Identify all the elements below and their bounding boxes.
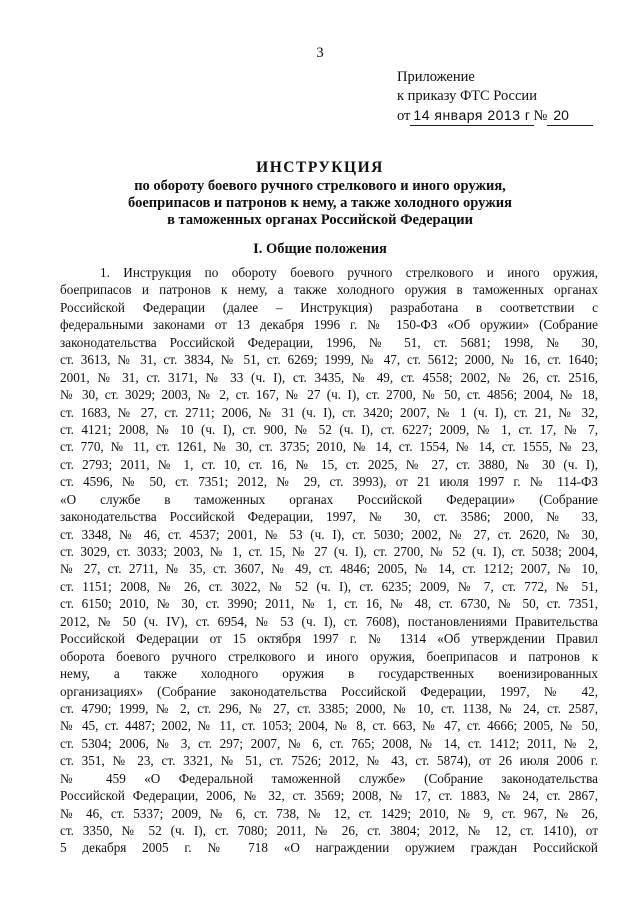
body-line: Российской Федерации, 2006, № 32, ст. 3569; 2008, № 17, ст. 1883, № 24, ст. 2867,: [60, 788, 598, 804]
body-line: ст. 770, № 11, ст. 1261, № 30, ст. 3735; 2010, № 14, ст. 1554, № 14, ст. 1555, № 23,: [60, 439, 598, 455]
body-line: ст. 4121; 2008, № 10 (ч. I), ст. 900, № 52 (ч. I), ст. 6227; 2009, № 1, ст. 17, № 7,: [60, 421, 598, 437]
approval-date-prefix: от: [397, 108, 411, 124]
body-line: № 45, ст. 4487; 2002, № 11, ст. 1053; 2004, № 8, ст. 663, № 47, ст. 4666; 2005, № 50,: [60, 718, 598, 734]
approval-appendix-label: Приложение: [397, 69, 475, 85]
body-line: № 46, ст. 5337; 2009, № 6, ст. 738, № 12, ст. 1429; 2010, № 9, ст. 967, № 26,: [60, 805, 598, 821]
body-paragraph: [60, 264, 598, 857]
body-line: законодательства Российской Федерации, 1997, № 30, ст. 3586; 2000, № 33,: [60, 509, 598, 525]
approval-block: [397, 68, 593, 126]
body-line: ст. 3029, ст. 3033; 2003, № 1, ст. 15, № 27 (ч. I), ст. 2700, № 52 (ч. I), ст. 5038; 2004,: [60, 544, 598, 559]
title-line: в таможенных органах Российской Федерации: [167, 212, 473, 228]
section-title: I. Общие положения: [253, 241, 387, 257]
body-line: организациях» (Собрание законодательства Российской Федерации, 1997, № 42,: [60, 683, 598, 699]
body-line: ст. 3348, № 46, ст. 4537; 2001, № 53 (ч. I), ст. 5030; 2002, № 27, ст. 2620, № 30,: [60, 526, 598, 542]
approval-order-label: к приказу ФТС России: [397, 88, 537, 104]
body-line: боеприпасов и патронов к нему, а также холодного оружия в таможенных органах: [60, 282, 598, 298]
body-line: 5 декабря 2005 г. № 718 «О награждении оружием граждан Российской: [60, 840, 598, 856]
approval-number: 20: [547, 106, 593, 126]
body-line: ст. 1683, № 27, ст. 2711; 2006, № 31 (ч. I), ст. 3420; 2007, № 1 (ч. I), ст. 21, № 32,: [60, 404, 598, 420]
body-line: № 27, ст. 2711, № 35, ст. 3607, № 49, ст. 4846; 2005, № 14, ст. 1212; 2007, № 10,: [60, 561, 598, 577]
body-line: ст. 2793; 2011, № 1, ст. 10, ст. 16, № 15, ст. 2025, № 27, ст. 3880, № 30 (ч. I),: [60, 456, 598, 472]
body-line: ст. 1151; 2008, № 26, ст. 3022, № 52 (ч. I), ст. 6235; 2009, № 7, ст. 772, № 51,: [60, 578, 598, 594]
body-line: Российской Федерации от 15 октября 1997 г. № 1314 «Об утверждении Правил: [60, 631, 598, 647]
body-line: ст. 4790; 1999, № 2, ст. 296, № 27, ст. 3385; 2000, № 10, ст. 1138, № 24, ст. 2587,: [60, 700, 598, 716]
approval-date: 14 января 2013 г: [410, 106, 533, 126]
body-line: оборота боевого ручного стрелкового и иного оружия, боеприпасов и патронов к: [60, 648, 598, 664]
body-line: ст. 6150; 2010, № 30, ст. 3990; 2011, № 1, ст. 16, № 48, ст. 6730, № 50, ст. 7351,: [60, 596, 598, 612]
title-line: по обороту боевого ручного стрелкового и иного оружия,: [134, 178, 506, 194]
approval-number-sign: №: [533, 108, 548, 124]
body-line: ст. 3350, № 52 (ч. I), ст. 7080; 2011, № 26, ст. 3804; 2012, № 12, ст. 1410), от: [60, 823, 598, 838]
body-line: нему, а также холодного оружия в государственных военизированных: [60, 666, 598, 682]
body-line: 2012, № 50 (ч. IV), ст. 6954, № 53 (ч. I), ст. 7608), постановлениями Правительства: [60, 613, 598, 629]
approval-date-line: [397, 106, 593, 126]
body-line: ст. 3613, № 31, ст. 3834, № 51, ст. 6269; 1999, № 47, ст. 5612; 2000, № 16, ст. 1640;: [60, 352, 598, 368]
body-line: 1. Инструкция по обороту боевого ручного стрелкового и иного оружия,: [100, 265, 598, 280]
page-number: 3: [316, 45, 324, 61]
title-main: ИНСТРУКЦИЯ: [256, 159, 384, 176]
title-line: боеприпасов и патронов к нему, а также холодного оружия: [128, 195, 512, 211]
body-line: ст. 351, № 23, ст. 3321, № 51, ст. 7526; 2012, № 43, ст. 5874), от 26 июля 2006 г.: [60, 753, 598, 769]
body-line: № 30, ст. 3029; 2003, № 2, ст. 167, № 27 (ч. I), ст. 2700, № 50, ст. 4856; 2004, № 18,: [60, 387, 598, 403]
body-line: 2001, № 31, ст. 3171, № 33 (ч. I), ст. 3435, № 49, ст. 4558; 2002, № 26, ст. 2516,: [60, 369, 598, 385]
body-line: федеральными законами от 13 декабря 1996 г. № 150-ФЗ «Об оружии» (Собрание: [60, 317, 598, 333]
body-line: законодательства Российской Федерации, 1996, № 51, ст. 5681; 1998, № 30,: [60, 334, 598, 350]
body-line: ст. 4596, № 50, ст. 7351; 2012, № 29, ст. 3993), от 21 июля 1997 г. № 114-ФЗ: [60, 474, 598, 490]
document-title: [0, 158, 640, 229]
body-line: Российской Федерации (далее – Инструкция) разработана в соответствии с: [60, 299, 598, 315]
body-line: ст. 5304; 2006, № 3, ст. 297; 2007, № 6, ст. 765; 2008, № 14, ст. 1412; 2011, № 2,: [60, 735, 598, 751]
body-line: № 459 «О Федеральной таможенной службе» (Собрание законодательства: [60, 770, 598, 786]
body-line: «О службе в таможенных органах Российской Федерации» (Собрание: [60, 491, 598, 507]
